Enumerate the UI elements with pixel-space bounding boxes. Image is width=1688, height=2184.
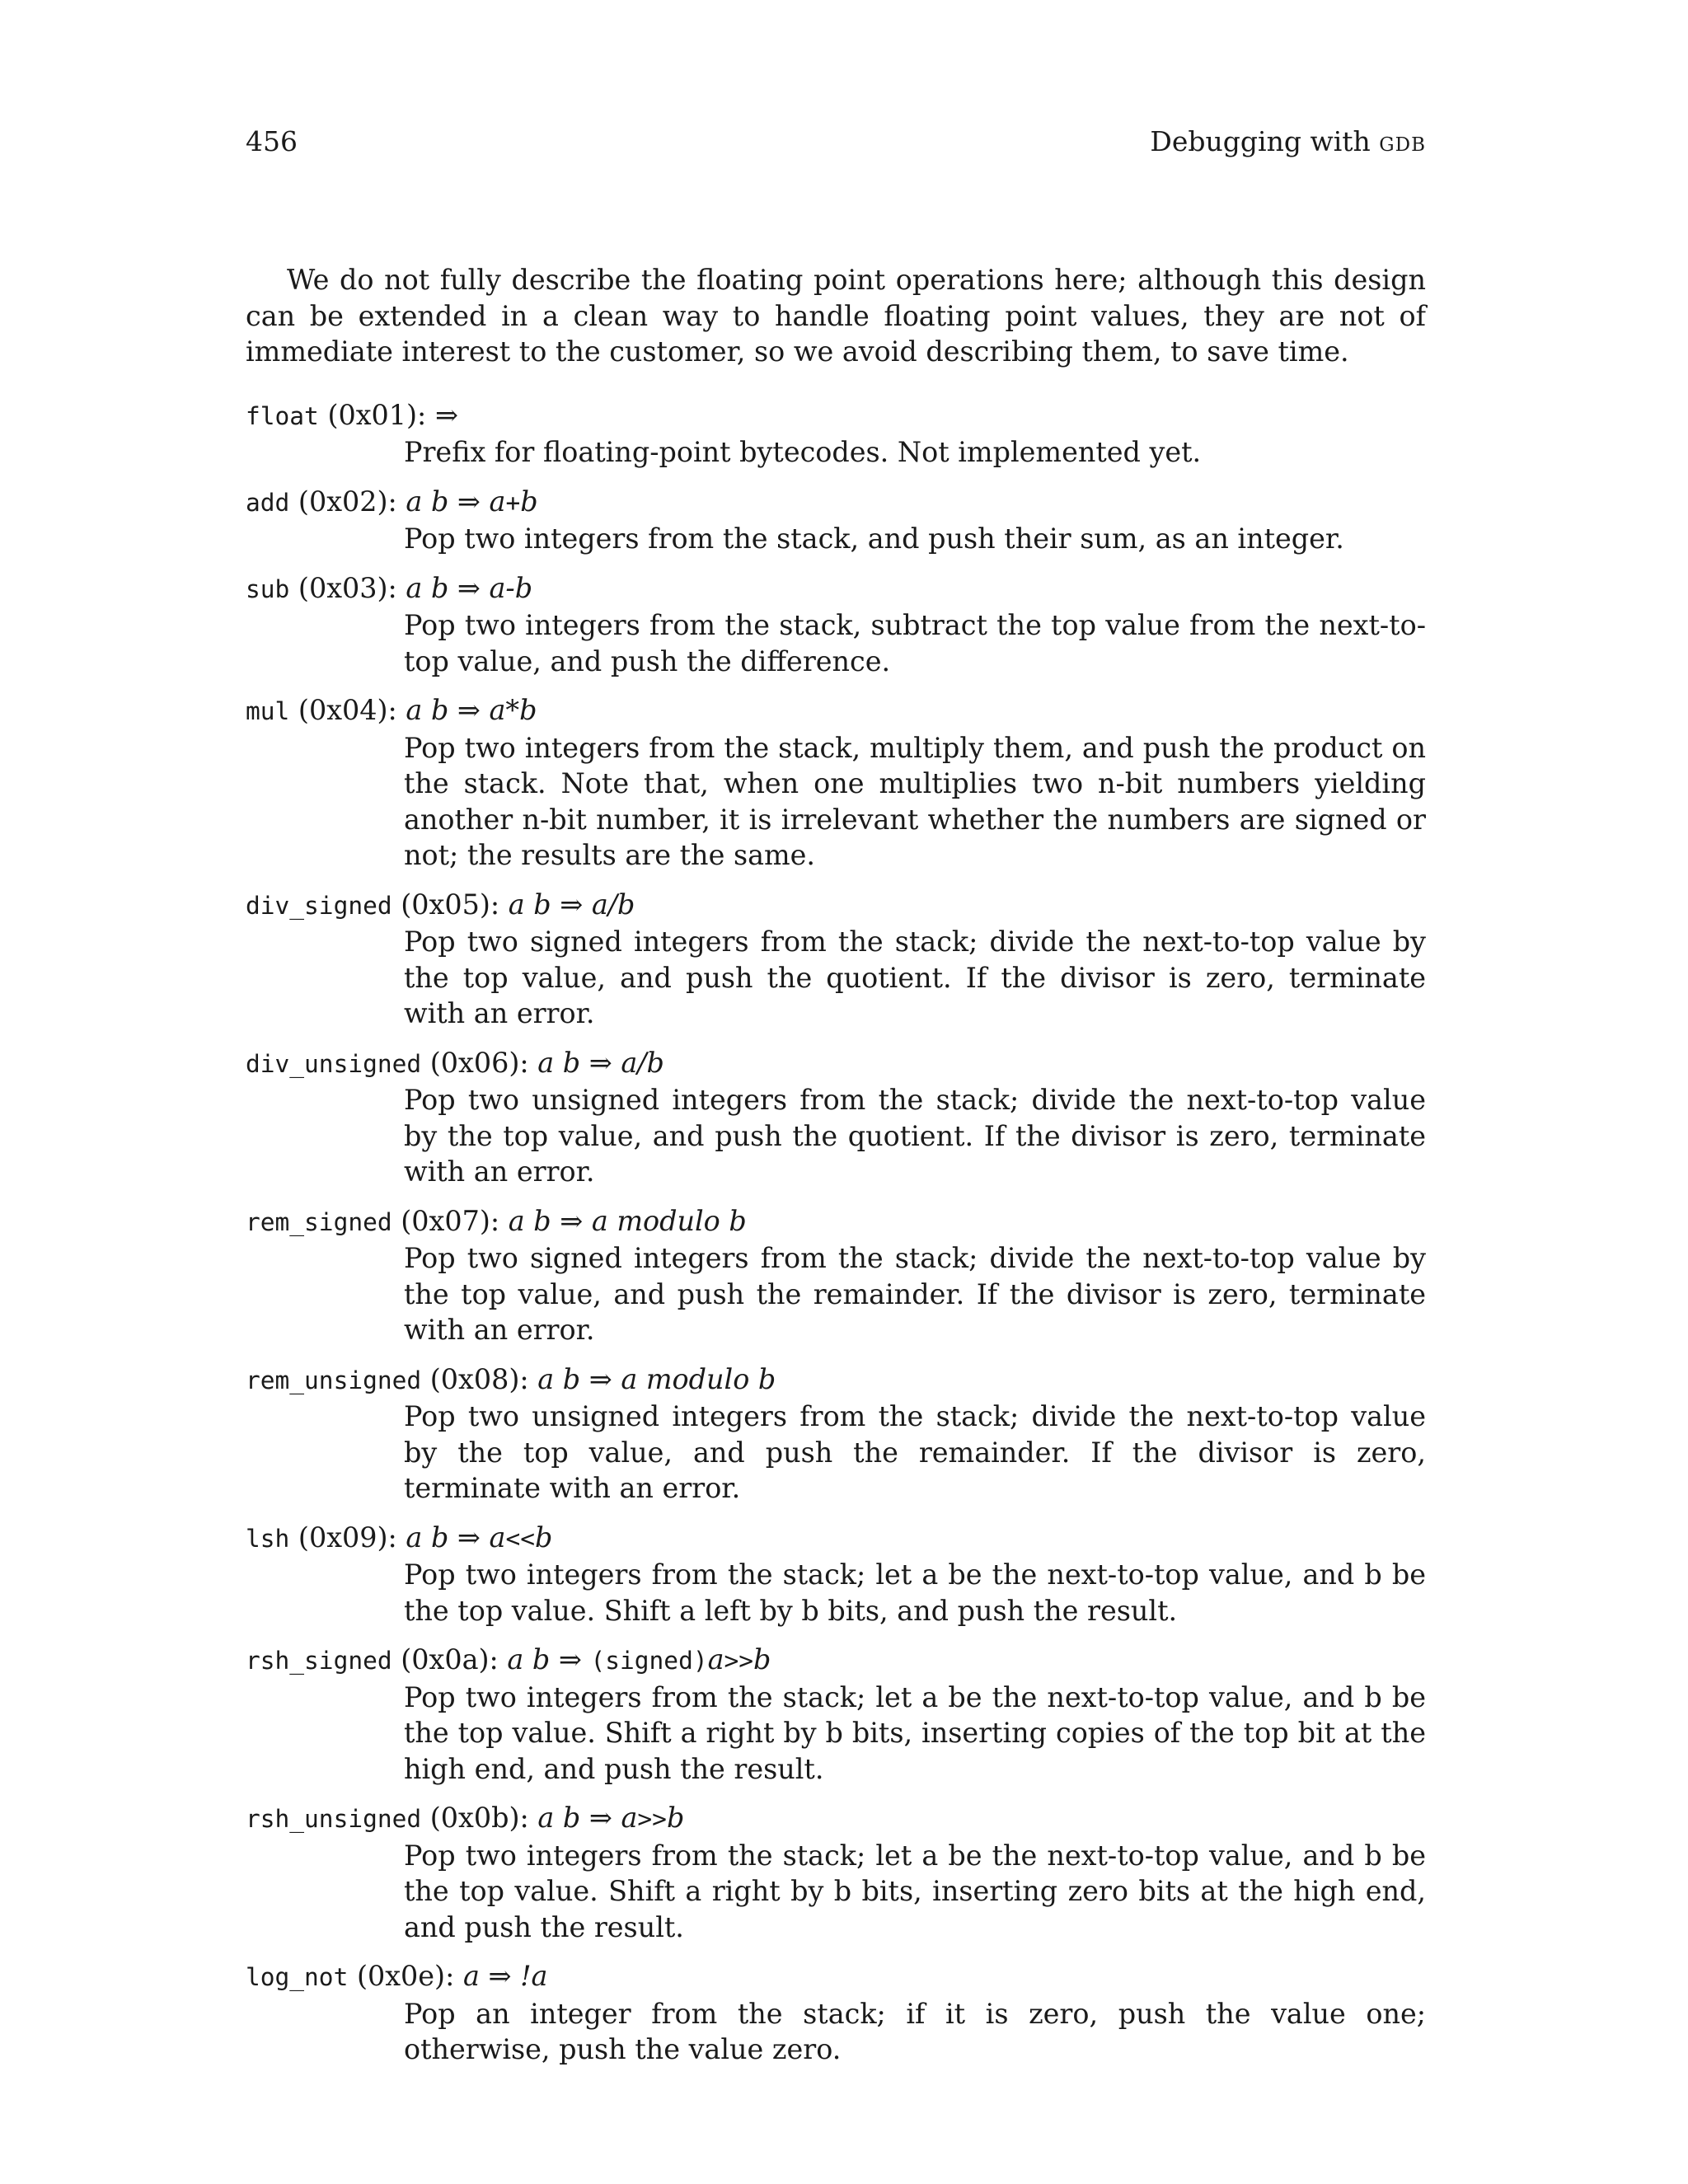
bytecode-description: Pop two signed integers from the stack; divide the next-to-top value by the top value, and push the quotient. If the divisor is zero, terminate with an error.	[404, 926, 1426, 1030]
bytecode-signature	[246, 692, 1426, 730]
stack-effect-part: a	[707, 1643, 724, 1676]
bytecode-list	[246, 397, 1426, 2068]
bytecode-description: Pop two unsigned integers from the stack; divide the next-to-top value by the top value, and push the quotient. If the divisor is zero, terminate with an error.	[404, 1084, 1426, 1188]
bytecode-name: rsh_unsigned	[246, 1805, 422, 1834]
stack-effect-part: a b ⇒ a/b	[508, 888, 635, 921]
bytecode-description: Pop two integers from the stack; let a be the next-to-top value, and b be the top value. Shift a left by b bits, and push the result.	[404, 1558, 1426, 1627]
bytecode-name: float	[246, 401, 319, 430]
stack-effect-part: +	[505, 488, 521, 517]
bytecode-name: div_unsigned	[246, 1049, 422, 1078]
bytecode-signature	[246, 484, 1426, 522]
stack-effect-part: <<	[505, 1524, 535, 1553]
bytecode-signature	[246, 1642, 1426, 1680]
bytecode-opcode: (0x04):	[298, 694, 397, 727]
bytecode-entry-add	[246, 484, 1426, 557]
stack-effect-part: b	[753, 1643, 771, 1676]
bytecode-name: rem_signed	[246, 1207, 392, 1236]
bytecode-signature	[246, 1361, 1426, 1399]
stack-effect	[406, 694, 537, 726]
bytecode-description: Pop two integers from the stack; let a be the next-to-top value, and b be the top value. Shift a right by b bits, inserting copies of the top bit at the high end, and push the result.	[404, 1680, 1426, 1785]
bytecode-name: sub	[246, 574, 290, 603]
stack-effect	[507, 1643, 771, 1675]
stack-effect	[435, 399, 458, 431]
bytecode-signature	[246, 1520, 1426, 1558]
stack-effect-part: a b ⇒ a/b	[537, 1046, 664, 1079]
bytecode-description: Pop two integers from the stack, multiply them, and push the product on the stack. Note that, when one multiplies two n-bit numbers yielding another n-bit number, it is irrelevant whether the numbers are signed or not; the results are the same.	[404, 731, 1426, 872]
bytecode-name: rsh_signed	[246, 1647, 392, 1675]
stack-effect-part: b	[534, 1521, 553, 1554]
bytecode-signature	[246, 1045, 1426, 1083]
bytecode-entry-rsh-unsigned	[246, 1800, 1426, 1945]
bytecode-description: Pop two signed integers from the stack; divide the next-to-top value by the top value, and push the remainder. If the divisor is zero, terminate with an error.	[404, 1242, 1426, 1347]
stack-effect-part: a b ⇒ a	[406, 485, 506, 518]
bytecode-opcode: (0x02):	[298, 485, 397, 518]
page	[246, 124, 1426, 2081]
bytecode-description: Pop two integers from the stack, and push their sum, as an integer.	[404, 523, 1344, 555]
bytecode-signature	[246, 570, 1426, 608]
stack-effect-part: b	[520, 485, 538, 518]
page-number: 456	[246, 125, 298, 157]
bytecode-entry-lsh	[246, 1520, 1426, 1629]
stack-effect-part: b	[666, 1802, 685, 1835]
bytecode-opcode: (0x0b):	[429, 1802, 529, 1835]
stack-effect-part: a b ⇒ a	[406, 1521, 506, 1554]
bytecode-entry-log-not	[246, 1958, 1426, 2068]
bytecode-signature	[246, 887, 1426, 925]
stack-effect-part: a b ⇒	[507, 1643, 591, 1676]
bytecode-opcode: (0x08):	[429, 1362, 529, 1395]
bytecode-entry-rem-signed	[246, 1203, 1426, 1348]
bytecode-name: div_signed	[246, 891, 392, 920]
bytecode-opcode: (0x06):	[429, 1046, 529, 1079]
bytecode-opcode: (0x01):	[327, 398, 427, 431]
stack-effect	[406, 1521, 552, 1554]
book-title	[1150, 124, 1426, 160]
stack-effect	[406, 572, 532, 604]
stack-effect	[509, 888, 635, 921]
bytecode-signature	[246, 1958, 1426, 1996]
bytecode-entry-rsh-signed	[246, 1642, 1426, 1787]
bytecode-description: Pop two integers from the stack; let a be the next-to-top value, and b be the top value. Shift a right by b bits, inserting zero bits at the high end, and push the result.	[404, 1839, 1426, 1943]
stack-effect	[463, 1960, 547, 1992]
stack-effect	[509, 1205, 747, 1237]
bytecode-entry-div-unsigned	[246, 1045, 1426, 1190]
bytecode-opcode: (0x09):	[298, 1521, 397, 1554]
stack-effect	[537, 1047, 664, 1079]
bytecode-opcode: (0x0a):	[401, 1643, 499, 1676]
book-title-small-caps: gdb	[1379, 125, 1426, 157]
bytecode-signature	[246, 397, 1426, 435]
bytecode-opcode: (0x0e):	[356, 1960, 455, 1993]
stack-effect-part: a b ⇒ a modulo b	[537, 1362, 776, 1395]
book-title-text: Debugging with	[1150, 125, 1371, 157]
bytecode-name: rem_unsigned	[246, 1366, 422, 1394]
stack-effect-part: a b ⇒ a modulo b	[508, 1204, 747, 1237]
stack-effect-part: a b ⇒ a*b	[406, 694, 537, 727]
bytecode-description: Pop an integer from the stack; if it is zero, push the value one; otherwise, push the value zero.	[404, 1997, 1426, 2066]
intro-paragraph: We do not fully describe the floating point operations here; although this design can be extended in a clean way to handle floating point values, they are not of immediate interest to the customer, so we avoid describing them, to save time.	[246, 264, 1426, 368]
stack-effect-part: a b ⇒ a-b	[406, 571, 533, 604]
bytecode-description: Pop two unsigned integers from the stack; divide the next-to-top value by the top value, and push the remainder. If the divisor is zero, terminate with an error.	[404, 1400, 1426, 1505]
bytecode-opcode: (0x07):	[401, 1204, 500, 1237]
bytecode-entry-mul	[246, 692, 1426, 874]
bytecode-description: Pop two integers from the stack, subtract the top value from the next-to-top value, and push the difference.	[404, 609, 1426, 677]
stack-effect	[537, 1802, 684, 1834]
bytecode-name: add	[246, 488, 290, 517]
bytecode-entry-div-signed	[246, 887, 1426, 1032]
stack-effect	[537, 1363, 776, 1395]
stack-effect	[406, 485, 537, 518]
bytecode-opcode: (0x05):	[401, 888, 500, 921]
bytecode-entry-sub	[246, 570, 1426, 680]
bytecode-name: lsh	[246, 1524, 290, 1553]
bytecode-name: log_not	[246, 1963, 349, 1992]
bytecode-description: Prefix for floating-point bytecodes. Not implemented yet.	[404, 436, 1202, 469]
stack-effect-part: >>	[637, 1805, 667, 1834]
bytecode-signature	[246, 1800, 1426, 1838]
stack-effect-part: a b ⇒ a	[537, 1802, 638, 1835]
bytecode-name: mul	[246, 697, 290, 726]
bytecode-entry-float	[246, 397, 1426, 471]
stack-effect-part: >>	[724, 1647, 754, 1675]
bytecode-entry-rem-unsigned	[246, 1361, 1426, 1507]
bytecode-opcode: (0x03):	[298, 571, 397, 604]
stack-effect-part: a ⇒ !a	[462, 1960, 548, 1993]
stack-effect-part: (signed)	[590, 1647, 708, 1675]
bytecode-signature	[246, 1203, 1426, 1241]
stack-effect-part: ⇒	[434, 398, 458, 431]
running-head	[246, 124, 1426, 160]
